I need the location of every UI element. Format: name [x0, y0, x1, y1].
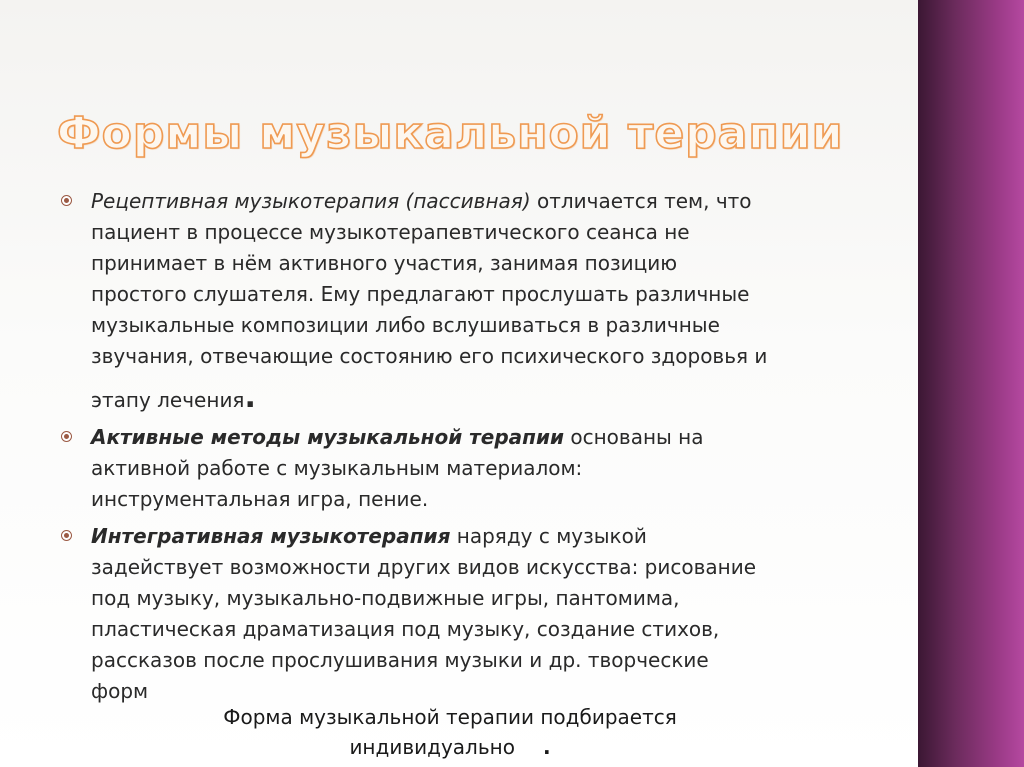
bullet-text	[91, 521, 860, 707]
bullet-line: рассказов после прослушивания музыки и др. творческие	[91, 648, 709, 672]
footer-line: Форма музыкальной терапии подбирается	[223, 705, 677, 729]
bullet-line: простого слушателя. Ему предлагают прослушать различные	[91, 282, 750, 306]
bullet-marker-icon	[61, 431, 72, 442]
bullet-line: задействует возможности других видов искусства: рисование	[91, 555, 757, 579]
bullet-marker-icon	[61, 530, 72, 541]
bullet-line: форм	[91, 679, 149, 703]
bullet-line: отличается тем, что	[530, 189, 752, 213]
bullet-line: инструментальная игра, пение.	[91, 487, 429, 511]
list-item	[60, 422, 860, 515]
bullet-line: пациент в процессе музыкотерапевтического сеанса не	[91, 220, 690, 244]
bullet-lead: Активные методы музыкальной терапии	[91, 425, 564, 449]
footer-text: индивидуально	[349, 735, 515, 759]
bullet-line: музыкальные композиции либо вслушиваться в различные	[91, 313, 720, 337]
bullet-last-line	[91, 382, 256, 416]
bullet-line: наряду с музыкой	[450, 524, 647, 548]
bullet-text	[91, 422, 860, 515]
bullet-end-mark: .	[244, 380, 256, 415]
footer-note	[150, 702, 750, 762]
footer-line	[150, 732, 750, 762]
bullet-text	[91, 186, 860, 416]
bullet-line: под музыку, музыкально-подвижные игры, пантомима,	[91, 586, 680, 610]
list-item	[60, 521, 860, 707]
bullet-line: активной работе с музыкальным материалом:	[91, 456, 583, 480]
bullet-lead: Интегративная музыкотерапия	[91, 524, 451, 548]
slide-title: Формы музыкальной терапии	[57, 108, 844, 159]
bullet-list	[60, 186, 860, 713]
decorative-side-bar	[918, 0, 1024, 767]
bullet-line: основаны на	[564, 425, 704, 449]
bullet-line: принимает в нём активного участия, занимая позицию	[91, 251, 678, 275]
bullet-line: звучания, отвечающие состоянию его психического здоровья и	[91, 344, 768, 368]
bullet-line: пластическая драматизация под музыку, создание стихов,	[91, 617, 720, 641]
footer-end-mark: .	[542, 735, 551, 759]
bullet-line: этапу лечения	[91, 388, 245, 412]
bullet-marker-icon	[61, 195, 72, 206]
list-item	[60, 186, 860, 416]
bullet-lead: Рецептивная музыкотерапия (пассивная)	[91, 189, 531, 213]
